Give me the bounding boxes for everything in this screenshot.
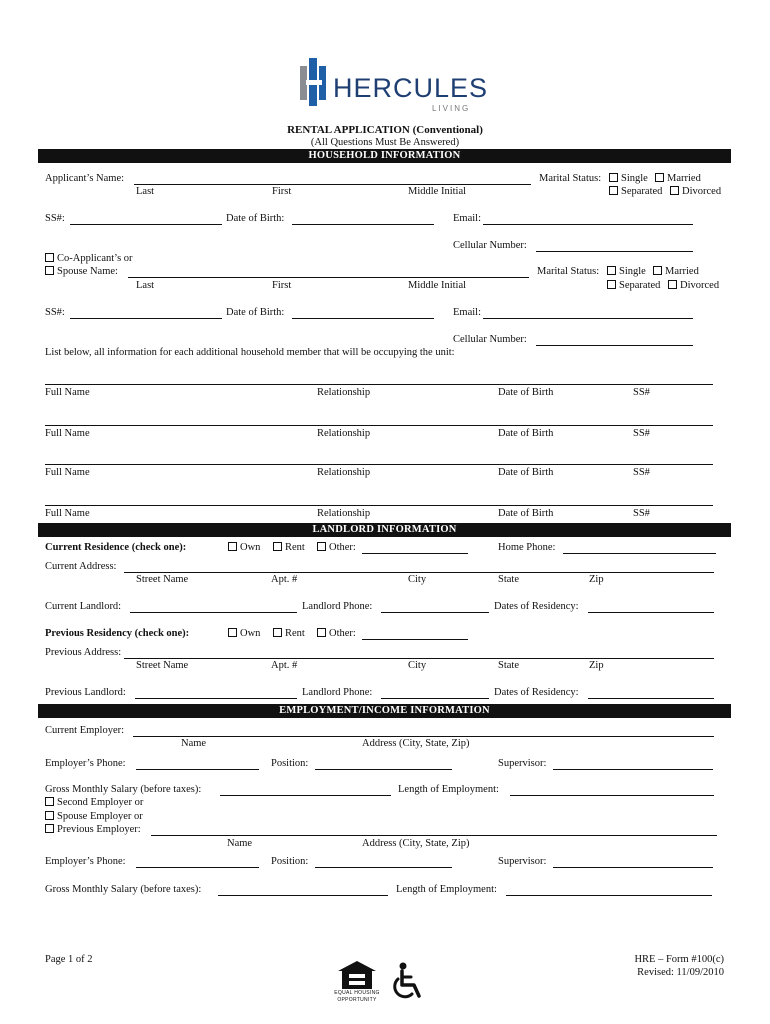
married-option[interactable]: Married — [655, 173, 701, 184]
current-dates-residency-field[interactable] — [588, 612, 714, 613]
dob-field[interactable] — [292, 224, 434, 225]
current-zip-label: Zip — [589, 574, 604, 585]
spouse-employer-checkbox[interactable] — [45, 811, 54, 820]
previous-street-label: Street Name — [136, 660, 189, 671]
current-other-option[interactable]: Other: — [317, 542, 356, 553]
current-city-label: City — [408, 574, 427, 585]
current-landlord-field[interactable] — [130, 612, 297, 613]
section-employment: EMPLOYMENT/INCOME INFORMATION — [38, 704, 731, 718]
previous-landlord-phone-field[interactable] — [381, 698, 489, 699]
supervisor-2-field[interactable] — [553, 867, 713, 868]
current-employer-address-label: Address (City, State, Zip) — [362, 738, 470, 749]
member-4-dob: Date of Birth — [498, 508, 554, 519]
spouse-email-label: Email: — [453, 307, 481, 318]
current-address-field[interactable] — [124, 572, 714, 573]
spouse-name-field[interactable] — [128, 277, 529, 278]
section-landlord: LANDLORD INFORMATION — [38, 523, 731, 537]
previous-city-label: City — [408, 660, 427, 671]
spouse-dob-field[interactable] — [292, 318, 434, 319]
previous-apt-label: Apt. # — [271, 660, 298, 671]
accessibility-icon — [390, 962, 426, 1002]
member-3-ss: SS# — [633, 467, 650, 478]
member-4-ss: SS# — [633, 508, 650, 519]
current-landlord-label: Current Landlord: — [45, 601, 122, 612]
equal-housing-icon — [335, 960, 379, 990]
spouse-cellular-field[interactable] — [536, 345, 693, 346]
length-employment-label: Length of Employment: — [398, 784, 499, 795]
previous-state-label: State — [498, 660, 519, 671]
previous-other-checkbox[interactable] — [317, 628, 326, 637]
spouse-last-label: Last — [136, 280, 155, 291]
spouse-email-field[interactable] — [483, 318, 693, 319]
employer-phone-2-label: Employer’s Phone: — [45, 856, 126, 867]
gross-salary-2-field[interactable] — [218, 895, 388, 896]
current-other-field[interactable] — [362, 553, 468, 554]
previous-rent-checkbox[interactable] — [273, 628, 282, 637]
supervisor-2-label: Supervisor: — [498, 856, 547, 867]
home-phone-label: Home Phone: — [498, 542, 556, 553]
position-label: Position: — [271, 758, 309, 769]
current-landlord-phone-field[interactable] — [381, 612, 489, 613]
previous-own-option[interactable]: Own — [228, 628, 260, 639]
previous-employer-name-label: Name — [227, 838, 253, 849]
cellular-label: Cellular Number: — [453, 240, 527, 251]
previous-landlord-label: Previous Landlord: — [45, 687, 126, 698]
current-employer-name-label: Name — [181, 738, 207, 749]
spouse-dob-label: Date of Birth: — [226, 307, 285, 318]
member-row-4-line[interactable] — [45, 505, 713, 506]
spouse-middle-label: Middle Initial — [408, 280, 467, 291]
current-employer-field[interactable] — [133, 736, 714, 737]
single-checkbox[interactable] — [609, 173, 618, 182]
previous-other-field[interactable] — [362, 639, 468, 640]
previous-landlord-field[interactable] — [135, 698, 297, 699]
applicant-name-field[interactable] — [134, 184, 531, 185]
member-3-relationship: Relationship — [317, 467, 371, 478]
length-employment-2-label: Length of Employment: — [396, 884, 497, 895]
current-landlord-phone-label: Landlord Phone: — [302, 601, 373, 612]
previous-address-field[interactable] — [124, 658, 714, 659]
home-phone-field[interactable] — [563, 553, 716, 554]
separated-option[interactable]: Separated — [609, 186, 662, 197]
member-2-ss: SS# — [633, 428, 650, 439]
employer-phone-label: Employer’s Phone: — [45, 758, 126, 769]
spouse-marital-label: Marital Status: — [537, 266, 600, 277]
spouse-checkbox[interactable] — [45, 266, 54, 275]
spouse-divorced-checkbox[interactable] — [668, 280, 677, 289]
ss-label: SS#: — [45, 213, 65, 224]
second-employer-checkbox[interactable] — [45, 797, 54, 806]
current-rent-checkbox[interactable] — [273, 542, 282, 551]
single-option[interactable]: Single — [609, 173, 648, 184]
member-1-ss: SS# — [633, 387, 650, 398]
spouse-first-label: First — [272, 280, 292, 291]
co-applicant-checkbox[interactable] — [45, 253, 54, 262]
supervisor-label: Supervisor: — [498, 758, 547, 769]
employer-phone-field[interactable] — [136, 769, 259, 770]
previous-employer-field[interactable] — [151, 835, 717, 836]
revised-date: Revised: 11/09/2010 — [637, 967, 724, 978]
spouse-separated-option[interactable]: Separated — [607, 280, 660, 291]
member-3-full-name: Full Name — [45, 467, 90, 478]
divorced-checkbox[interactable] — [670, 186, 679, 195]
email-label: Email: — [453, 213, 481, 224]
spouse-married-checkbox[interactable] — [653, 266, 662, 275]
ss-field[interactable] — [70, 224, 222, 225]
form-number: HRE – Form #100(c) — [634, 954, 724, 965]
spouse-married-option[interactable]: Married — [653, 266, 699, 277]
position-2-field[interactable] — [315, 867, 452, 868]
gross-salary-field[interactable] — [220, 795, 391, 796]
member-3-dob: Date of Birth — [498, 467, 554, 478]
last-label: Last — [136, 186, 155, 197]
current-own-option[interactable]: Own — [228, 542, 260, 553]
supervisor-field[interactable] — [553, 769, 713, 770]
equal-housing-text-1: EQUAL HOUSING — [334, 990, 380, 996]
middle-initial-label: Middle Initial — [408, 186, 467, 197]
previous-employer-address-label: Address (City, State, Zip) — [362, 838, 470, 849]
spouse-employer-option[interactable]: Spouse Employer or — [45, 811, 143, 822]
position-2-label: Position: — [271, 856, 309, 867]
applicant-name-label: Applicant’s Name: — [45, 173, 125, 184]
page-number: Page 1 of 2 — [45, 954, 93, 965]
spouse-divorced-option[interactable]: Divorced — [668, 280, 719, 291]
employer-phone-2-field[interactable] — [136, 867, 259, 868]
form-subtitle: (All Questions Must Be Answered) — [310, 137, 460, 148]
logo-subtitle: LIVING — [432, 104, 471, 113]
separated-checkbox[interactable] — [609, 186, 618, 195]
member-row-2-line[interactable] — [45, 425, 713, 426]
gross-salary-label: Gross Monthly Salary (before taxes): — [45, 784, 202, 795]
gross-salary-2-label: Gross Monthly Salary (before taxes): — [45, 884, 202, 895]
second-employer-option[interactable]: Second Employer or — [45, 797, 143, 808]
current-address-label: Current Address: — [45, 561, 117, 572]
member-1-dob: Date of Birth — [498, 387, 554, 398]
first-label: First — [272, 186, 292, 197]
spouse-cellular-label: Cellular Number: — [453, 334, 527, 345]
spouse-single-option[interactable]: Single — [607, 266, 646, 277]
logo-wordmark: HERCULES — [333, 73, 489, 103]
dob-label: Date of Birth: — [226, 213, 285, 224]
member-4-full-name: Full Name — [45, 508, 90, 519]
co-applicant-option[interactable]: Co-Applicant’s or — [45, 253, 133, 264]
marital-status-label: Marital Status: — [539, 173, 602, 184]
member-4-relationship: Relationship — [317, 508, 371, 519]
position-field[interactable] — [315, 769, 452, 770]
current-employer-label: Current Employer: — [45, 725, 125, 736]
divorced-option[interactable]: Divorced — [670, 186, 721, 197]
current-apt-label: Apt. # — [271, 574, 298, 585]
member-row-1-line[interactable] — [45, 384, 713, 385]
previous-own-checkbox[interactable] — [228, 628, 237, 637]
previous-other-option[interactable]: Other: — [317, 628, 356, 639]
previous-address-label: Previous Address: — [45, 647, 122, 658]
previous-dates-residency-field[interactable] — [588, 698, 714, 699]
household-list-instructions: List below, all information for each additional household member that will be occupying the unit: — [45, 347, 455, 358]
current-dates-residency-label: Dates of Residency: — [494, 601, 579, 612]
previous-zip-label: Zip — [589, 660, 604, 671]
form-title: RENTAL APPLICATION (Conventional) — [287, 124, 483, 136]
current-rent-option[interactable]: Rent — [273, 542, 305, 553]
length-employment-2-field[interactable] — [506, 895, 712, 896]
current-own-checkbox[interactable] — [228, 542, 237, 551]
current-street-label: Street Name — [136, 574, 189, 585]
previous-employer-checkbox[interactable] — [45, 824, 54, 833]
spouse-ss-label: SS#: — [45, 307, 65, 318]
previous-employer-option[interactable]: Previous Employer: — [45, 824, 141, 835]
cellular-field[interactable] — [536, 251, 693, 252]
spouse-separated-checkbox[interactable] — [607, 280, 616, 289]
member-1-relationship: Relationship — [317, 387, 371, 398]
member-2-relationship: Relationship — [317, 428, 371, 439]
spouse-ss-field[interactable] — [70, 318, 222, 319]
current-residence-label: Current Residence (check one): — [45, 542, 187, 553]
married-checkbox[interactable] — [655, 173, 664, 182]
member-1-full-name: Full Name — [45, 387, 90, 398]
previous-dates-residency-label: Dates of Residency: — [494, 687, 579, 698]
previous-residency-label: Previous Residency (check one): — [45, 628, 190, 639]
section-household: HOUSEHOLD INFORMATION — [38, 149, 731, 163]
equal-housing-text-2: OPPORTUNITY — [337, 997, 377, 1003]
member-2-full-name: Full Name — [45, 428, 90, 439]
member-row-3-line[interactable] — [45, 464, 713, 465]
current-state-label: State — [498, 574, 519, 585]
member-2-dob: Date of Birth — [498, 428, 554, 439]
current-other-checkbox[interactable] — [317, 542, 326, 551]
hercules-logo-mark — [298, 58, 330, 106]
spouse-single-checkbox[interactable] — [607, 266, 616, 275]
spouse-name-option[interactable]: Spouse Name: — [45, 266, 118, 277]
email-field[interactable] — [483, 224, 693, 225]
previous-landlord-phone-label: Landlord Phone: — [302, 687, 373, 698]
length-employment-field[interactable] — [510, 795, 714, 796]
previous-rent-option[interactable]: Rent — [273, 628, 305, 639]
